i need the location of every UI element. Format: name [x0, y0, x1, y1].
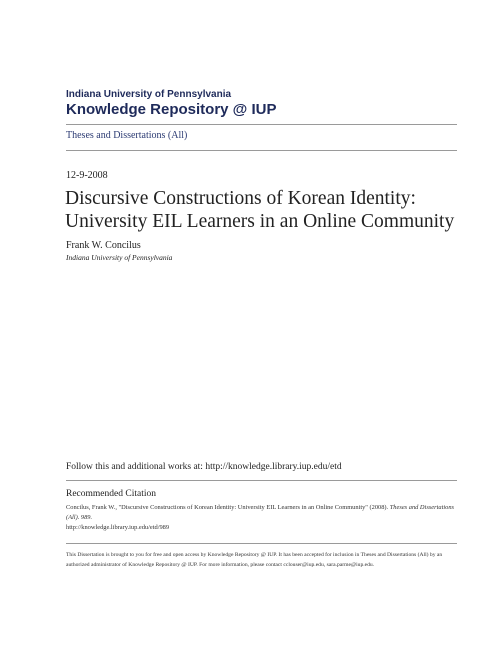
divider	[66, 480, 457, 481]
collection-link[interactable]: Theses and Dissertations (All)	[66, 130, 188, 141]
repository-etd-link[interactable]: http://knowledge.library.iup.edu/etd	[205, 462, 342, 472]
citation-number: . 989.	[77, 514, 93, 521]
notice-end: .	[372, 562, 375, 568]
document-title: Discursive Constructions of Korean Identity: University EIL Learners in an Online Community	[65, 188, 455, 232]
citation-link[interactable]: http://knowledge.library.iup.edu/etd/989	[66, 524, 170, 531]
divider	[66, 124, 457, 125]
author-affiliation: Indiana University of Pennsylvania	[66, 253, 173, 262]
contact-email-link[interactable]: cclouser@iup.edu	[283, 562, 324, 568]
divider	[66, 543, 457, 544]
access-notice	[66, 550, 458, 570]
notice-separator: ,	[323, 562, 327, 568]
repository-name: Knowledge Repository @ IUP	[66, 101, 277, 118]
notice-text: This Dissertation is brought to you for free and open access by Knowledge Repository @ IUP. It has been accepted for inclusion in Theses and Dissertations (All) by an authorized administrator of Knowledge Repository @ IUP. For more information, please contact	[66, 552, 443, 568]
divider	[66, 150, 457, 151]
follow-line	[66, 462, 342, 472]
follow-prefix: Follow this and additional works at:	[66, 462, 206, 472]
contact-email-link[interactable]: sara.parme@iup.edu	[326, 562, 373, 568]
institution-name: Indiana University of Pennsylvania	[66, 89, 232, 100]
recommended-citation-heading: Recommended Citation	[66, 489, 156, 499]
author-name: Frank W. Concilus	[66, 240, 141, 251]
citation-text: Concilus, Frank W., "Discursive Constructions of Korean Identity: University EIL Learners in an Online Community" (2008).	[66, 504, 390, 511]
document-date: 12-9-2008	[66, 170, 108, 181]
citation-block	[66, 503, 458, 533]
citation-series: Theses and Dissertations (All)	[66, 504, 455, 521]
